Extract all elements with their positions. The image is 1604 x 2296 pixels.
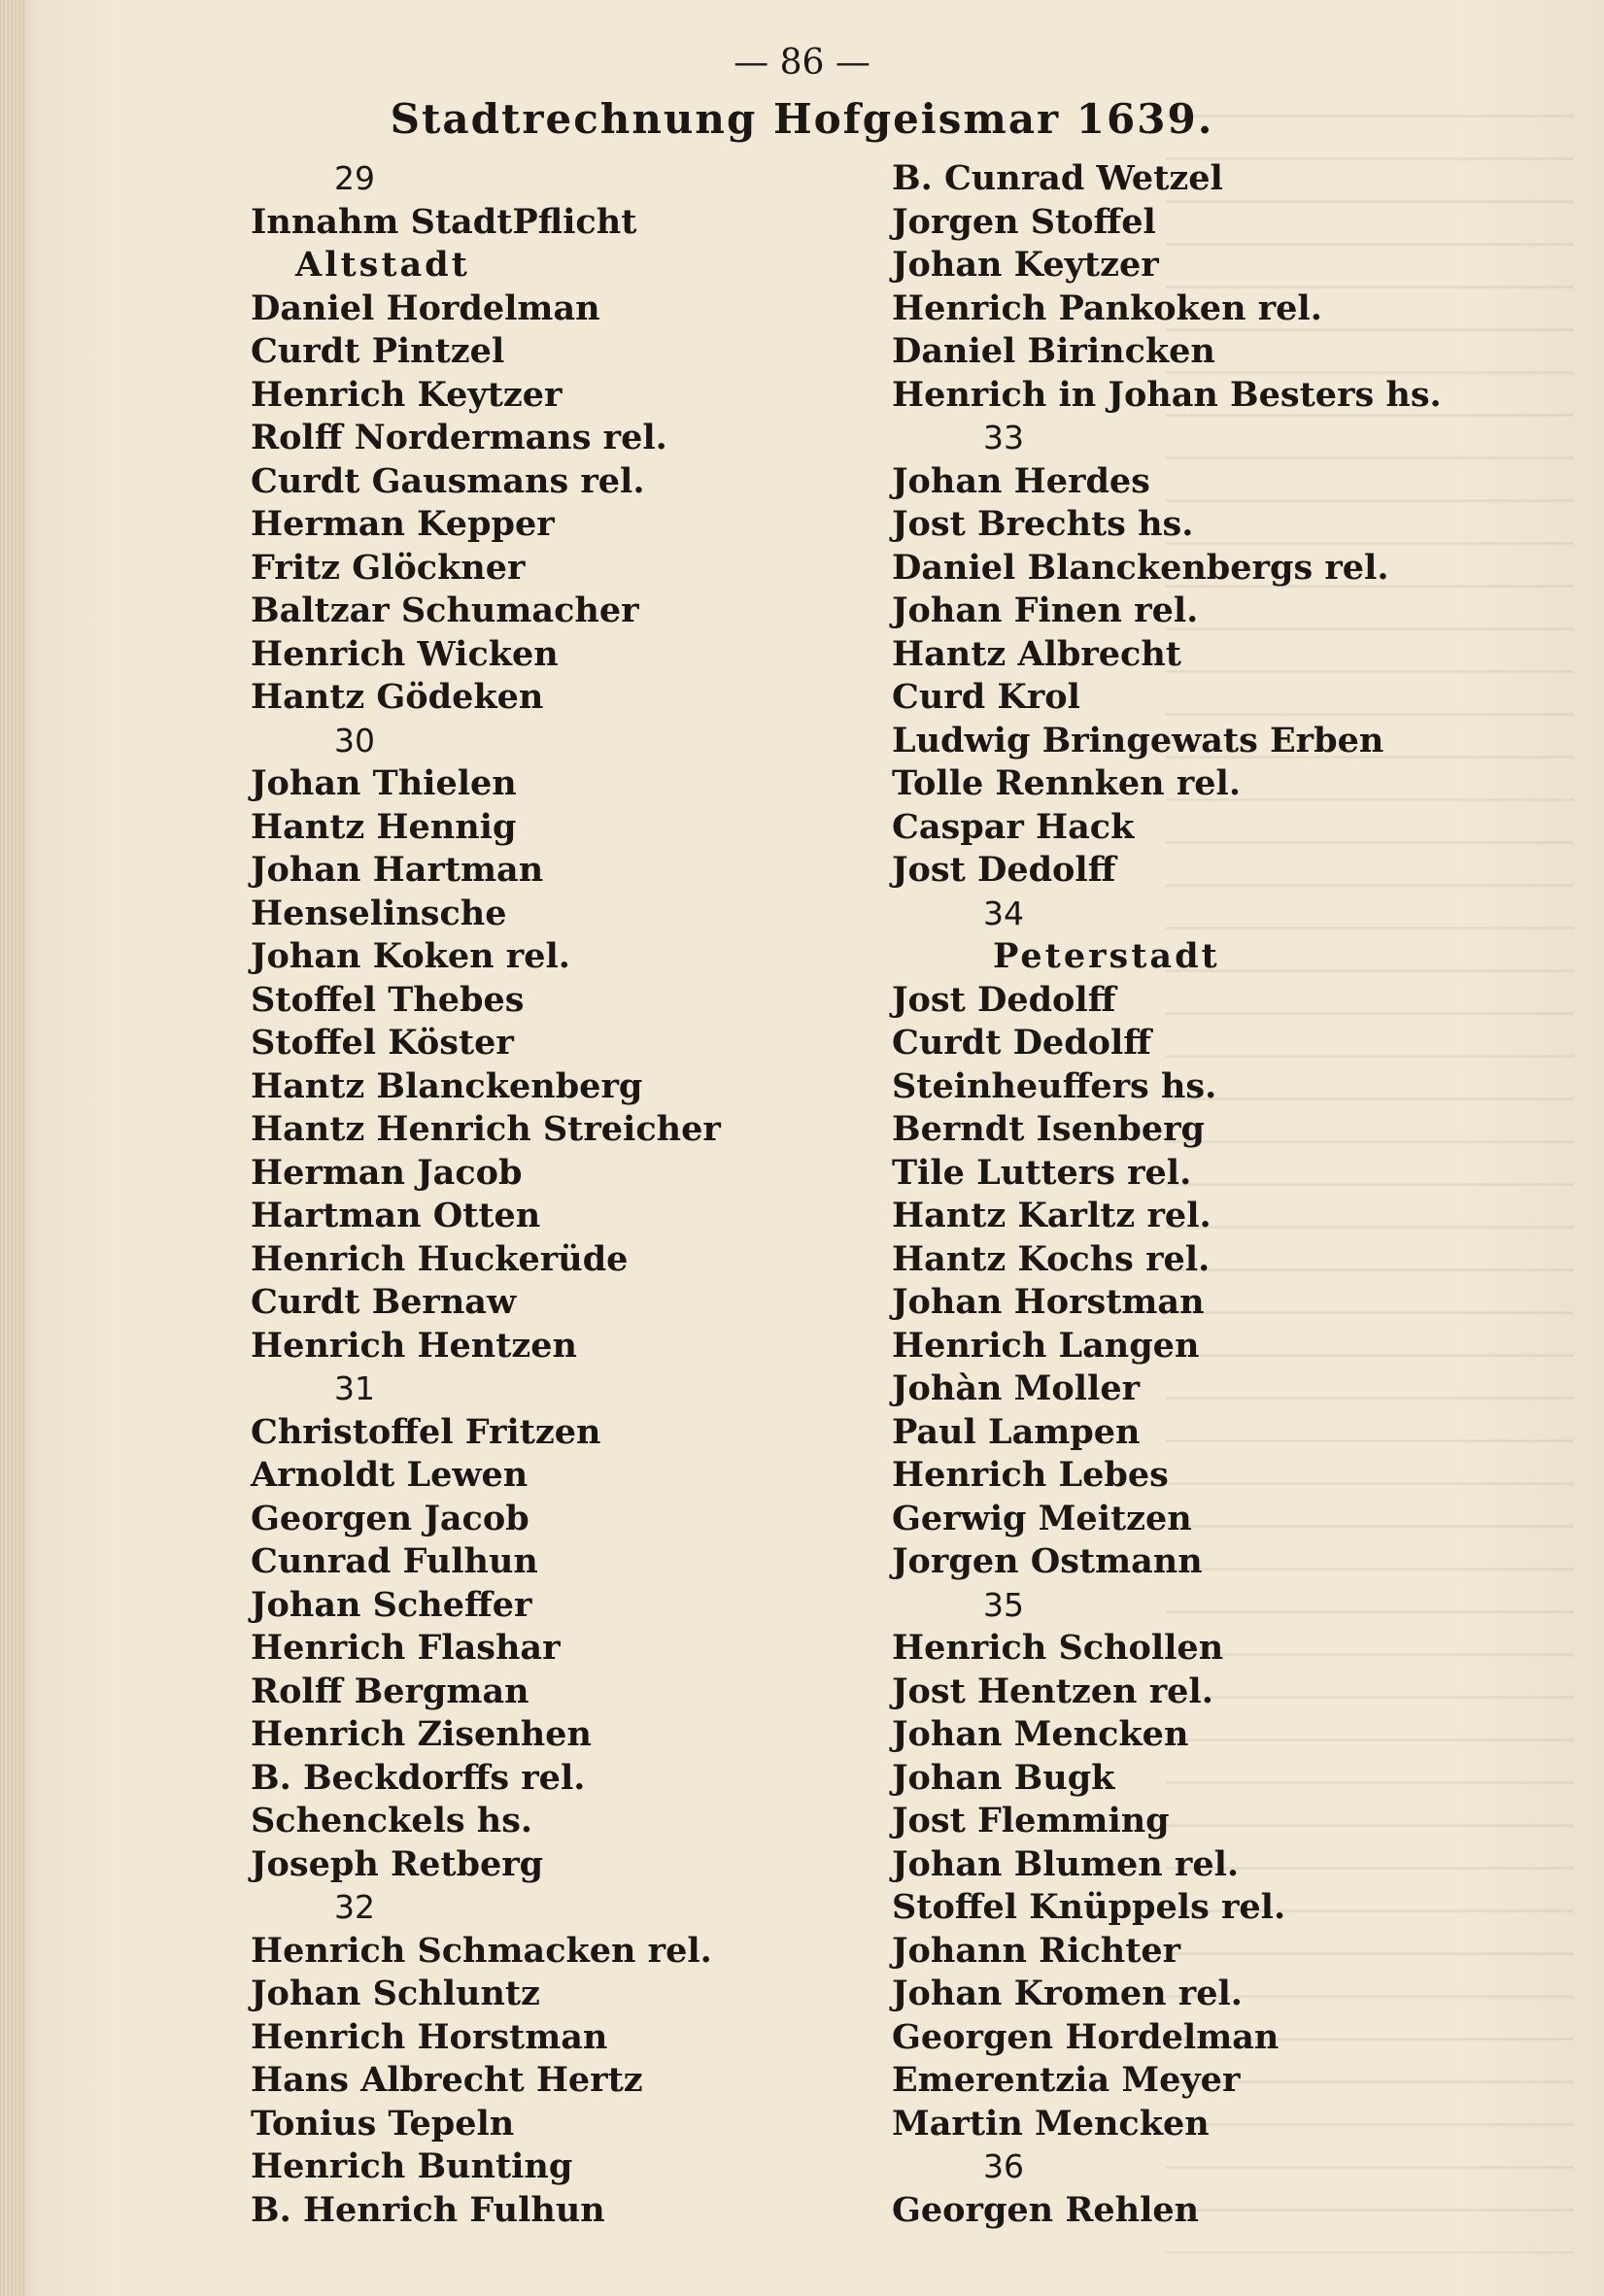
entry-line: Curdt Dedolff [892, 1023, 1152, 1063]
entry-line: Jost Brechts hs. [892, 504, 1194, 544]
entry-line: Johan Scheffer [251, 1584, 532, 1625]
entry-line: Jost Flemming [892, 1801, 1170, 1840]
entry-line: Caspar Hack [892, 806, 1135, 847]
entry-line: Emerentzia Meyer [892, 2060, 1241, 2100]
entry-line: Johan Thielen [251, 763, 517, 803]
entry-line: Henrich Hentzen [251, 1325, 578, 1366]
entry-line: Innahm StadtPflicht [251, 201, 637, 242]
entry-line: Jost Dedolff [892, 850, 1116, 890]
entry-line: Joseph Retberg [251, 1843, 544, 1884]
entry-line: Hantz Hennig [251, 806, 517, 847]
entry-line: Paul Lampen [892, 1411, 1141, 1452]
house-number: 34 [983, 894, 1024, 932]
entry-line: Hantz Blanckenberg [251, 1065, 643, 1106]
entry-line: Berndt Isenberg [892, 1109, 1206, 1149]
entry-line: Jost Dedolff [892, 979, 1116, 1020]
entry-line: Henselinsche [251, 893, 507, 933]
entry-line: Johan Mencken [892, 1714, 1189, 1754]
house-number: 30 [334, 721, 375, 760]
entry-line: Stoffel Knüppels rel. [892, 1887, 1286, 1927]
entry-line: Johàn Moller [892, 1368, 1141, 1408]
entry-line: Steinheuffers hs. [892, 1065, 1217, 1106]
entry-line: Henrich Langen [892, 1325, 1200, 1366]
entry-line: Martin Mencken [892, 2103, 1210, 2144]
entry-line: Johan Bugk [892, 1757, 1115, 1798]
house-number: 32 [334, 1888, 375, 1926]
entry-line: Herman Jacob [251, 1152, 523, 1193]
entry-line: Tolle Rennken rel. [892, 763, 1242, 803]
entry-line: Tonius Tepeln [251, 2103, 515, 2144]
entry-line: Daniel Birincken [892, 331, 1215, 371]
entry-line: Henrich Lebes [892, 1455, 1169, 1495]
entry-line: Georgen Hordelman [892, 2016, 1280, 2057]
entry-line: B. Henrich Fulhun [251, 2189, 605, 2230]
entry-line: Jorgen Stoffel [892, 201, 1156, 242]
right-column [892, 157, 1572, 2232]
entry-line: Henrich Pankoken rel. [892, 287, 1322, 328]
entry-line: Henrich Huckerüde [251, 1238, 629, 1279]
entry-line: Christoffel Fritzen [251, 1411, 601, 1452]
entry-line: Fritz Glöckner [251, 547, 526, 588]
entry-line: Stoffel Köster [251, 1023, 514, 1063]
left-column [251, 157, 931, 2232]
entry-line: Georgen Jacob [251, 1498, 529, 1538]
entry-line: Hantz Albrecht [892, 633, 1181, 674]
entry-line: Johan Herdes [892, 460, 1150, 501]
entry-line: Baltzar Schumacher [251, 591, 639, 630]
entry-line: Schenckels hs. [251, 1801, 533, 1840]
entry-line: Cunrad Fulhun [251, 1541, 538, 1581]
entry-line: Jorgen Ostmann [892, 1541, 1203, 1581]
house-number: 35 [983, 1585, 1024, 1624]
entry-line: Johan Kromen rel. [892, 1974, 1243, 2013]
entry-line: Herman Kepper [251, 504, 555, 544]
entry-line: Johan Hartman [251, 850, 544, 890]
entry-line: Daniel Hordelman [251, 287, 600, 328]
entry-line: Tile Lutters rel. [892, 1152, 1192, 1193]
page-number: — 86 — [734, 43, 870, 83]
entry-line: Hantz Henrich Streicher [251, 1109, 721, 1149]
entry-line: Henrich Bunting [251, 2146, 573, 2186]
entry-line: Rolff Nordermans rel. [251, 418, 667, 457]
entry-line: B. Beckdorffs rel. [251, 1757, 586, 1798]
entry-line: Curdt Bernaw [251, 1282, 517, 1322]
entry-line: Johann Richter [892, 1930, 1181, 1971]
house-number: 36 [983, 2147, 1024, 2185]
entry-line: Hantz Kochs rel. [892, 1238, 1211, 1279]
entry-line: Jost Hentzen rel. [892, 1671, 1213, 1711]
district-heading: Peterstadt [993, 936, 1220, 976]
entry-line: Hantz Karltz rel. [892, 1196, 1212, 1235]
entry-line: Johan Blumen rel. [892, 1843, 1240, 1884]
district-heading: Altstadt [295, 245, 470, 285]
entry-line: Gerwig Meitzen [892, 1498, 1192, 1538]
entry-line: Henrich Schollen [892, 1628, 1224, 1668]
entry-line: Curdt Pintzel [251, 331, 505, 371]
page-edge-shading [0, 0, 25, 2296]
entry-line: Henrich Flashar [251, 1628, 561, 1668]
entry-line: Curd Krol [892, 677, 1080, 717]
entry-line: Ludwig Bringewats Erben [892, 720, 1384, 760]
entry-line: Johan Finen rel. [892, 591, 1199, 630]
entry-line: Henrich Wicken [251, 633, 559, 674]
entry-line: Rolff Bergman [251, 1671, 529, 1711]
entry-line: Henrich Keytzer [251, 374, 563, 415]
entry-line: Johan Koken rel. [251, 936, 570, 976]
entry-line: Johan Keytzer [892, 245, 1159, 285]
house-number: 29 [334, 159, 375, 197]
entry-line: Hantz Gödeken [251, 677, 544, 717]
entry-line: Curdt Gausmans rel. [251, 460, 645, 501]
entry-line: Stoffel Thebes [251, 979, 525, 1020]
entry-line: Hans Albrecht Hertz [251, 2060, 643, 2100]
entry-line: Daniel Blanckenbergs rel. [892, 547, 1389, 588]
entry-line: Georgen Rehlen [892, 2189, 1200, 2230]
entry-line: Hartman Otten [251, 1196, 541, 1235]
entry-line: Henrich Horstman [251, 2016, 608, 2057]
entry-line: Henrich in Johan Besters hs. [892, 374, 1442, 415]
house-number: 33 [983, 419, 1024, 456]
entry-line: Johan Schluntz [251, 1974, 540, 2013]
entry-line: Arnoldt Lewen [251, 1455, 529, 1495]
entry-line: Henrich Schmacken rel. [251, 1930, 712, 1971]
page-heading: Stadtrechnung Hofgeismar 1639. [390, 95, 1214, 143]
entry-line: Henrich Zisenhen [251, 1714, 592, 1754]
house-number: 31 [334, 1369, 375, 1407]
entry-line: B. Cunrad Wetzel [892, 158, 1223, 198]
entry-line: Johan Horstman [892, 1282, 1205, 1322]
